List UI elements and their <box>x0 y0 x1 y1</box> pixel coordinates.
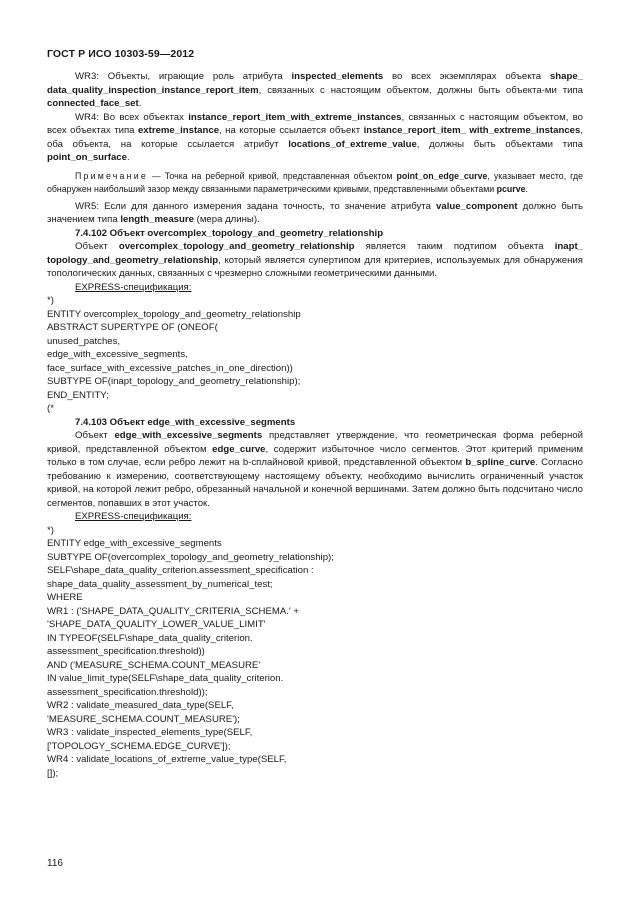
paragraph-wr4: WR4: Во всех объектах instance_report_item_with_extreme_instances, связанных с настоящим объектом, во всех объектах типа extreme_instance, на которые ссылается объект instance_report_item_ with_extreme_instances, оба объекта, на которые ссылается атрибут locations_of_extreme_value, должны быть объектами типа point_on_surface. <box>47 111 583 163</box>
document-body <box>47 70 583 780</box>
code-line: ['TOPOLOGY_SCHEMA.EDGE_CURVE']); <box>47 740 231 752</box>
code-line: 'SHAPE_DATA_QUALITY_LOWER_VALUE_LIMIT' <box>47 619 266 630</box>
code-line: assessment_specification.threshold)) <box>47 646 205 657</box>
code-line: SELF\shape_data_quality_criterion.assessment_specification : <box>47 565 314 576</box>
code-line: []); <box>47 767 59 779</box>
paragraph-wr5: WR5: Если для данного измерения задана точность, то значение атрибута value_component должно быть значением типа length_measure (мера длины). <box>47 200 583 225</box>
code-line: face_surface_with_excessive_patches_in_one_direction)) <box>47 362 293 374</box>
section-heading-7-4-102: 7.4.102 Объект overcomplex_topology_and_geometry_relationship <box>75 227 384 239</box>
code-line: shape_data_quality_assessment_by_numerical_test; <box>47 578 273 590</box>
code-line: (* <box>47 403 54 414</box>
code-line: IN TYPEOF(SELF\shape_data_quality_criterion. <box>47 632 253 644</box>
code-line: assessment_specification.threshold)); <box>47 686 208 698</box>
code-line: edge_with_excessive_segments, <box>47 349 188 360</box>
express-label-7-4-103: EXPRESS-спецификация: <box>75 511 192 522</box>
code-line: WHERE <box>47 592 83 603</box>
page-header: ГОСТ Р ИСО 10303-59—2012 <box>47 48 195 60</box>
note-label: Примечание <box>75 170 148 181</box>
code-line: WR1 : ('SHAPE_DATA_QUALITY_CRITERIA_SCHEMA.' + <box>47 605 300 617</box>
code-line: WR3 : validate_inspected_elements_type(SELF, <box>47 727 253 738</box>
note-paragraph: Примечание — Точка на реберной кривой, представленная объектом point_on_edge_curve, указывает место, где обнаружен наибольший зазор между связанными параметрическими кривыми, представленными объектами pcurve. <box>47 170 583 194</box>
express-code-7-4-103 <box>47 524 583 781</box>
code-line: END_ENTITY; <box>47 389 109 401</box>
code-line: ENTITY overcomplex_topology_and_geometry_relationship <box>47 308 301 320</box>
paragraph-7-4-102: Объект overcomplex_topology_and_geometry_relationship является таким подтипом объекта inapt_ topology_and_geometry_relationship, который является супертипом для критериев, используемых для обнаружения топологических данных, связанных с чрезмерно сложными геометрическими данными. <box>47 241 583 279</box>
code-line: WR4 : validate_locations_of_extreme_value_type(SELF, <box>47 754 287 765</box>
code-line: *) <box>47 295 54 306</box>
code-line: SUBTYPE OF(inapt_topology_and_geometry_relationship); <box>47 376 301 387</box>
code-line: AND ('MEASURE_SCHEMA.COUNT_MEASURE' <box>47 659 261 671</box>
code-line: SUBTYPE OF(overcomplex_topology_and_geometry_relationship); <box>47 551 334 563</box>
paragraph-wr3: WR3: Объекты, играющие роль атрибута inspected_elements во всех экземплярах объекта shape_ data_quality_inspection_instance_report_item, связанных с настоящим объектом, должны быть объекта-ми типа connected_face_set. <box>47 71 584 109</box>
page-number: 116 <box>47 858 63 869</box>
code-line: *) <box>47 524 54 536</box>
code-line: unused_patches, <box>47 335 121 347</box>
code-line: 'MEASURE_SCHEMA.COUNT_MEASURE'); <box>47 713 240 725</box>
express-label-7-4-102: EXPRESS-спецификация: <box>75 281 192 293</box>
code-line: IN value_limit_type(SELF\shape_data_quality_criterion. <box>47 673 284 684</box>
code-line: ABSTRACT SUPERTYPE OF (ONEOF( <box>47 322 218 333</box>
code-line: WR2 : validate_measured_data_type(SELF, <box>47 700 234 711</box>
express-code-7-4-102 <box>47 294 583 416</box>
paragraph-7-4-103: Объект edge_with_excessive_segments представляет утверждение, что геометрическая форма реберной кривой, представленной объектом edge_curve, содержит избыточное число сегментов. Этот критерий применим только в том случае, если ребро лежит на b-сплайновой кривой, представленной объектом b_spline_curve. Согласно требованию к измерению, соответствующему настоящему объекту, необходимо вычислить ограниченный участок кривой, на которой лежит ребро, обрезанный начальной и конечной вершинами. Затем должно быть подсчитано число сегментов, попавших в этот участок. <box>47 430 584 509</box>
code-line: ENTITY edge_with_excessive_segments <box>47 538 222 549</box>
section-heading-7-4-103: 7.4.103 Объект edge_with_excessive_segments <box>75 416 296 428</box>
